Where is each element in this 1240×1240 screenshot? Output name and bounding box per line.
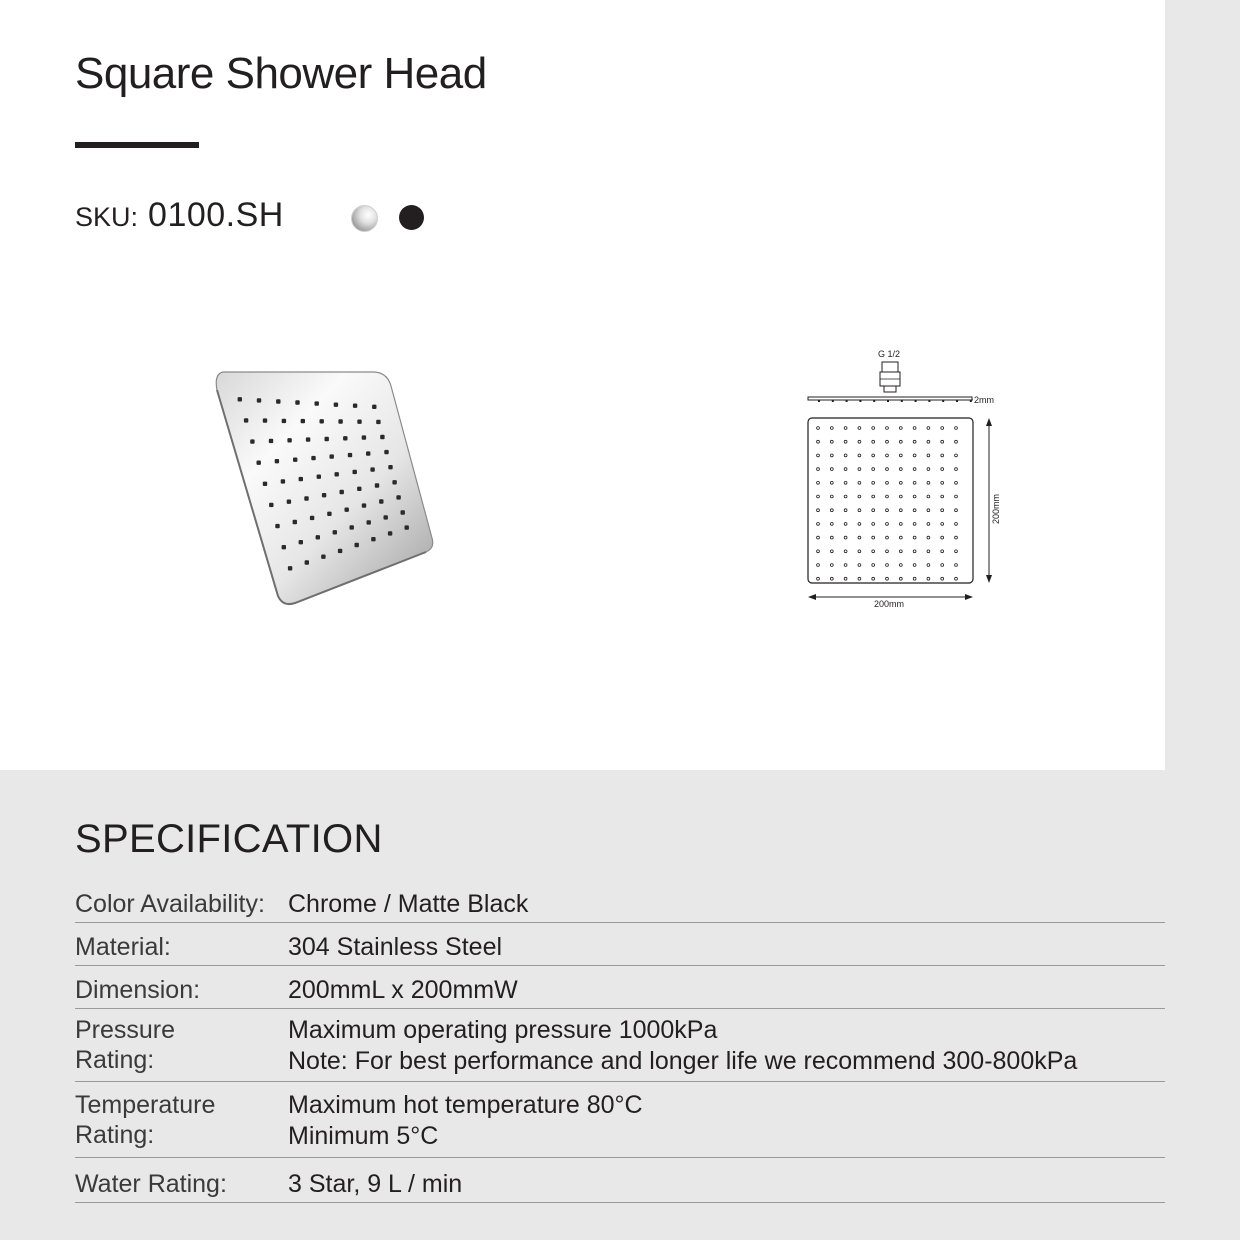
sku-line: [75, 196, 284, 240]
spec-value: Maximum hot temperature 80°C: [288, 1091, 643, 1119]
title-underline: [75, 142, 199, 148]
spec-row-color: [75, 878, 1165, 923]
spec-row-water-rating: [75, 1158, 1165, 1203]
matte-black-finish-swatch[interactable]: [399, 205, 424, 230]
spec-label-line: Rating:: [75, 1121, 155, 1149]
spec-value: Maximum operating pressure 1000kPa: [288, 1016, 718, 1044]
spec-value: Note: For best performance and longer life we recommend 300-800kPa: [288, 1047, 1078, 1075]
spec-label: Dimension:: [75, 976, 201, 1004]
spec-label: Material:: [75, 933, 171, 961]
sku-value: 0100.SH: [148, 196, 284, 234]
spec-value: 304 Stainless Steel: [288, 933, 503, 961]
specification-heading: SPECIFICATION: [75, 817, 383, 861]
sku-label: SKU:: [75, 202, 139, 232]
chrome-finish-swatch[interactable]: [351, 205, 378, 232]
spec-row-dimension: [75, 966, 1165, 1009]
spec-row-material: [75, 923, 1165, 966]
dimension-drawing: [798, 340, 1008, 620]
height-dimension-label: 200mm: [991, 493, 1001, 524]
plate-thickness-label: 2mm: [974, 395, 994, 405]
spec-value: 3 Star, 9 L / min: [288, 1170, 463, 1198]
spec-row-pressure: [75, 1009, 1165, 1082]
spec-value: Minimum 5°C: [288, 1122, 439, 1150]
width-dimension-label: 200mm: [874, 599, 905, 609]
specification-table: [75, 878, 1165, 1203]
spec-label: Water Rating:: [75, 1170, 227, 1198]
spec-label-line: Temperature: [75, 1091, 216, 1119]
spec-label-line: Rating:: [75, 1046, 155, 1074]
spec-label: Color Availability:: [75, 890, 265, 918]
product-title: Square Shower Head: [75, 49, 487, 98]
thread-size-label: G 1/2: [878, 349, 901, 359]
spec-value: Chrome / Matte Black: [288, 890, 529, 918]
spec-value: 200mmL x 200mmW: [288, 976, 518, 1004]
spec-row-temperature: [75, 1082, 1165, 1158]
product-photo: [205, 360, 445, 620]
spec-label-line: Pressure: [75, 1016, 176, 1044]
